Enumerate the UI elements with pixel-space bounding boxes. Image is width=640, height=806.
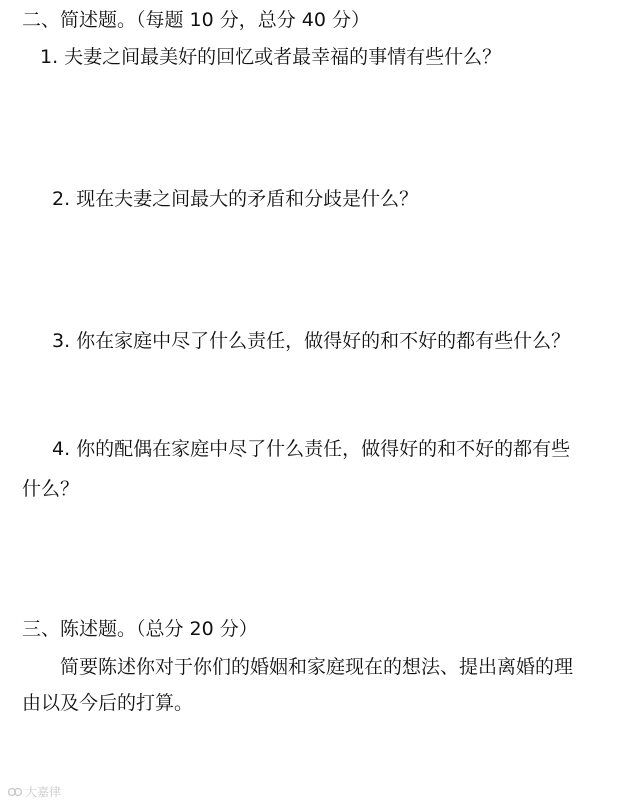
question-1: 1. 夫妻之间最美好的回忆或者最幸福的事情有些什么？ [40, 46, 502, 68]
question-2: 2. 现在夫妻之间最大的矛盾和分歧是什么？ [52, 188, 419, 210]
watermark [8, 784, 61, 800]
question-4-line-1: 4. 你的配偶在家庭中尽了什么责任，做得好的和不好的都有些 [52, 438, 571, 460]
watermark-text: 大嘉律 [25, 785, 62, 799]
question-4-line-2: 什么？ [22, 478, 80, 500]
section2-heading: 二、简述题。（每题 10 分，总分 40 分） [22, 9, 371, 31]
section3-heading: 三、陈述题。（总分 20 分） [22, 618, 258, 640]
watermark-logo-icon [8, 786, 22, 798]
question-3: 3. 你在家庭中尽了什么责任，做得好的和不好的都有些什么？ [52, 330, 571, 352]
section3-prompt-line-2: 由以及今后的打算。 [22, 692, 194, 714]
section3-prompt-line-1: 简要陈述你对于你们的婚姻和家庭现在的想法、提出离婚的理 [60, 656, 574, 678]
